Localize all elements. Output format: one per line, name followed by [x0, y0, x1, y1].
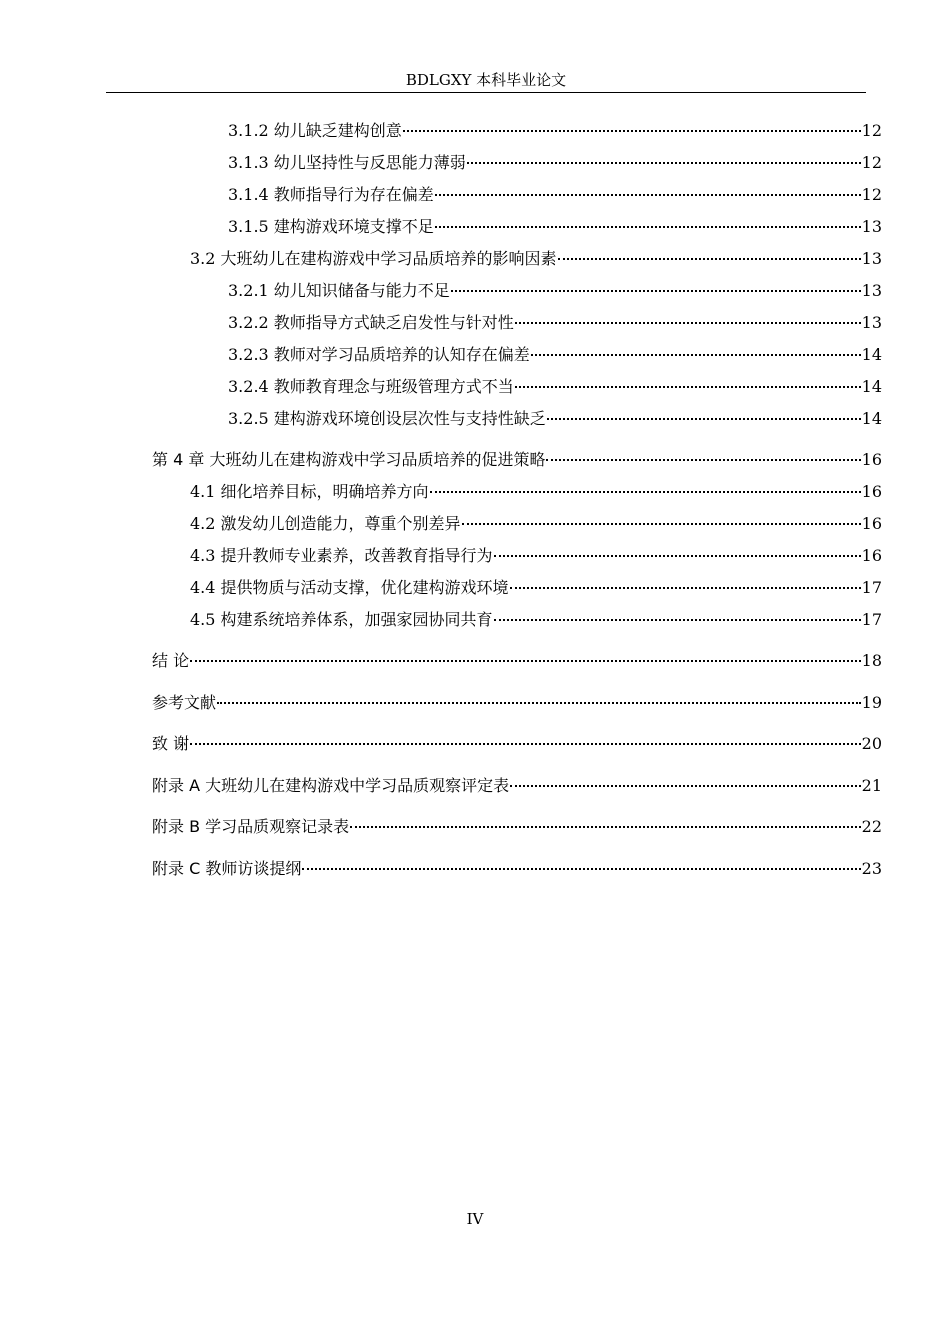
toc-entry-page: 20 [861, 734, 882, 753]
toc-leader-dots [467, 161, 861, 164]
toc-entry-title: 3.1.4 教师指导行为存在偏差 [228, 185, 434, 204]
toc-entry[interactable] [190, 247, 882, 271]
toc-leader-dots [510, 784, 861, 787]
toc-leader-dots [430, 490, 861, 493]
toc-entry-title: 3.2 大班幼儿在建构游戏中学习品质培养的影响因素 [190, 249, 557, 268]
toc-leader-dots [515, 385, 861, 388]
toc-entry-title: 3.2.2 教师指导方式缺乏启发性与针对性 [228, 313, 514, 332]
toc-entry-title: 3.2.1 幼儿知识储备与能力不足 [228, 281, 450, 300]
toc-entry-page: 23 [861, 859, 882, 878]
toc-entry[interactable] [152, 691, 882, 715]
toc-entry-title: 4.2 激发幼儿创造能力，尊重个别差异 [190, 514, 461, 533]
toc-leader-dots [435, 225, 861, 228]
toc-entry[interactable] [228, 407, 882, 431]
toc-entry-page: 17 [861, 610, 882, 629]
toc-entry-page: 19 [861, 693, 882, 712]
toc-entry-title: 附录 A 大班幼儿在建构游戏中学习品质观察评定表 [152, 776, 510, 795]
toc-entry-page: 13 [861, 281, 882, 300]
toc-entry-title: 致 谢 [152, 734, 190, 753]
toc-entry-page: 14 [861, 377, 882, 396]
toc-entry[interactable] [228, 151, 882, 175]
toc-entry-title: 3.1.3 幼儿坚持性与反思能力薄弱 [228, 153, 466, 172]
toc-leader-dots [435, 193, 861, 196]
toc-entry[interactable] [152, 649, 882, 673]
toc-entry[interactable] [228, 343, 882, 367]
toc-leader-dots [190, 659, 861, 662]
toc-entry[interactable] [190, 544, 882, 568]
toc-entry[interactable] [190, 608, 882, 632]
running-header: BDLGXY 本科毕业论文 [405, 71, 567, 89]
toc-leader-dots [451, 289, 861, 292]
toc-entry-page: 22 [861, 817, 882, 836]
toc-entry[interactable] [152, 815, 882, 839]
toc-entry-page: 12 [861, 121, 882, 140]
toc-entry[interactable] [228, 119, 882, 143]
toc-entry-page: 17 [861, 578, 882, 597]
toc-entry-title: 3.2.4 教师教育理念与班级管理方式不当 [228, 377, 514, 396]
toc-entry[interactable] [190, 576, 882, 600]
toc-leader-dots [558, 257, 861, 260]
page-number: IV [466, 1210, 484, 1228]
toc-leader-dots [510, 586, 861, 589]
toc-entry-page: 14 [861, 409, 882, 428]
toc-entry-page: 12 [861, 185, 882, 204]
toc-entry[interactable] [190, 512, 882, 536]
toc-entry[interactable] [190, 480, 882, 504]
toc-leader-dots [350, 825, 860, 828]
toc-entry-page: 16 [861, 482, 882, 501]
toc-entry-page: 13 [861, 217, 882, 236]
toc-leader-dots [531, 353, 861, 356]
toc-entry-title: 4.5 构建系统培养体系，加强家园协同共育 [190, 610, 493, 629]
toc-leader-dots [217, 701, 861, 704]
toc-entry[interactable] [152, 774, 882, 798]
toc-entry-title: 3.1.5 建构游戏环境支撑不足 [228, 217, 434, 236]
toc-entry-title: 结 论 [152, 651, 190, 670]
toc-entry[interactable] [228, 215, 882, 239]
toc-entry-page: 21 [861, 776, 882, 795]
toc-entry-page: 13 [861, 313, 882, 332]
toc-leader-dots [547, 417, 861, 420]
toc-entry-page: 18 [861, 651, 882, 670]
toc-entry-page: 16 [861, 546, 882, 565]
toc-entry[interactable] [152, 857, 882, 881]
toc-entry-title: 3.2.5 建构游戏环境创设层次性与支持性缺乏 [228, 409, 546, 428]
toc-entry-title: 4.3 提升教师专业素养，改善教育指导行为 [190, 546, 493, 565]
toc-entry-title: 3.2.3 教师对学习品质培养的认知存在偏差 [228, 345, 530, 364]
toc-entry-title: 附录 B 学习品质观察记录表 [152, 817, 350, 836]
toc-entry[interactable] [228, 375, 882, 399]
toc-leader-dots [403, 129, 861, 132]
toc-entry-title: 4.4 提供物质与活动支撑，优化建构游戏环境 [190, 578, 509, 597]
toc-entry-page: 16 [861, 450, 882, 469]
toc-entry-title: 附录 C 教师访谈提纲 [152, 859, 302, 878]
toc-leader-dots [462, 522, 861, 525]
toc-leader-dots [190, 742, 861, 745]
toc-leader-dots [494, 618, 861, 621]
toc-entry-page: 12 [861, 153, 882, 172]
toc-entry[interactable] [228, 183, 882, 207]
toc-entry[interactable] [228, 279, 882, 303]
toc-entry-title: 3.1.2 幼儿缺乏建构创意 [228, 121, 402, 140]
toc-entry-title: 4.1 细化培养目标，明确培养方向 [190, 482, 429, 501]
toc-leader-dots [302, 867, 860, 870]
toc-entry[interactable] [228, 311, 882, 335]
header-rule [106, 92, 866, 93]
toc-leader-dots [494, 554, 861, 557]
toc-entry-page: 13 [861, 249, 882, 268]
toc-leader-dots [546, 458, 860, 461]
toc-entry-page: 16 [861, 514, 882, 533]
toc-entry[interactable] [152, 448, 882, 472]
toc-entry[interactable] [152, 732, 882, 756]
toc-entry-title: 第 4 章 大班幼儿在建构游戏中学习品质培养的促进策略 [152, 450, 546, 469]
toc-leader-dots [515, 321, 861, 324]
toc-entry-title: 参考文献 [152, 693, 217, 712]
toc-entry-page: 14 [861, 345, 882, 364]
